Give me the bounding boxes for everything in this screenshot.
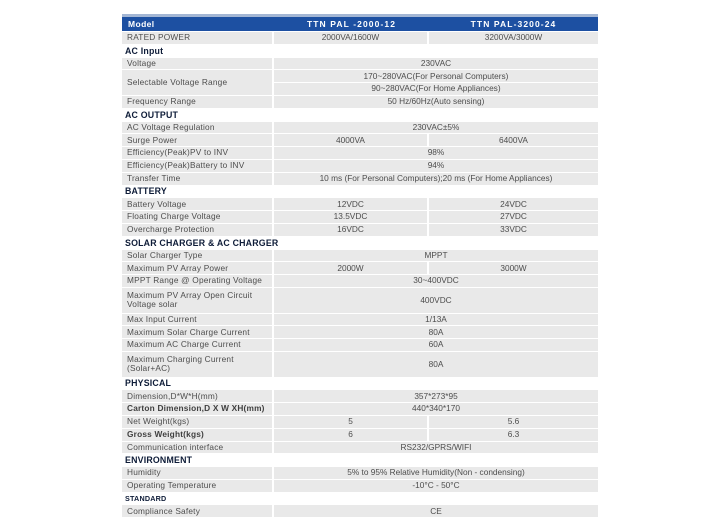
row-value: 80A	[274, 326, 598, 338]
row-label: Floating Charge Voltage	[122, 211, 272, 223]
table-row	[122, 390, 598, 402]
row-value-col1: 4000VA	[274, 134, 427, 146]
table-row	[122, 262, 598, 274]
section-header-row	[122, 237, 598, 249]
section-title: STANDARD	[125, 494, 167, 504]
table-row	[122, 122, 598, 134]
row-label: Maximum PV Array Power	[122, 262, 272, 274]
row-value: 94%	[274, 160, 598, 172]
table-body	[122, 32, 598, 517]
table-row	[122, 32, 598, 44]
row-value-col2: 6400VA	[429, 134, 598, 146]
section-header-row	[122, 378, 598, 390]
spec-table	[122, 14, 598, 518]
row-label: Efficiency(Peak)Battery to INV	[122, 160, 272, 172]
row-value-col1: 16VDC	[274, 224, 427, 236]
row-value: 5% to 95% Relative Humidity(Non - condensing)	[274, 467, 598, 479]
table-row	[122, 198, 598, 210]
row-label: Max Input Current	[122, 314, 272, 326]
row-label: Overcharge Protection	[122, 224, 272, 236]
header-model-column-1: TTN PAL -2000-12	[306, 19, 397, 29]
row-label: Solar Charger Type	[122, 250, 272, 262]
row-label: Carton Dimension,D X W XH(mm)	[122, 403, 272, 415]
row-value: MPPT	[274, 250, 598, 262]
header-model-label: Model	[128, 19, 155, 29]
row-value: 10 ms (For Personal Computers);20 ms (For Home Appliances)	[274, 173, 598, 185]
row-value: 50 Hz/60Hz(Auto sensing)	[274, 96, 598, 108]
row-value: 440*340*170	[274, 403, 598, 415]
section-header-row	[122, 109, 598, 121]
row-value-col1: 5	[274, 416, 427, 428]
row-value: 357*273*95	[274, 390, 598, 402]
section-header-row	[122, 454, 598, 466]
table-row	[122, 147, 598, 159]
row-label: Transfer Time	[122, 173, 272, 185]
row-value-col2: 3000W	[429, 262, 598, 274]
row-label: Voltage	[122, 58, 272, 70]
table-row	[122, 275, 598, 287]
row-label: Maximum Charging Current (Solar+AC)	[122, 352, 272, 377]
table-row	[122, 250, 598, 262]
table-row	[122, 429, 598, 441]
table-row	[122, 339, 598, 351]
row-label: Maximum AC Charge Current	[122, 339, 272, 351]
row-label: Selectable Voltage Range	[122, 70, 272, 95]
row-value-col2: 24VDC	[429, 198, 598, 210]
table-row	[122, 505, 598, 517]
section-title: AC OUTPUT	[125, 109, 179, 120]
section-header-row	[122, 493, 598, 505]
table-row	[122, 70, 598, 95]
row-value-stack	[274, 70, 598, 95]
row-label: Communication interface	[122, 442, 272, 454]
row-label: Maximum PV Array Open Circuit Voltage solar	[122, 288, 272, 313]
row-label: MPPT Range @ Operating Voltage	[122, 275, 272, 287]
header-model-column-2: TTN PAL-3200-24	[470, 19, 557, 29]
table-row	[122, 173, 598, 185]
section-title: SOLAR CHARGER & AC CHARGER	[125, 237, 279, 248]
row-value: RS232/GPRS/WIFI	[274, 442, 598, 454]
row-label: Battery Voltage	[122, 198, 272, 210]
row-label: Gross Weight(kgs)	[122, 429, 272, 441]
table-row	[122, 467, 598, 479]
row-value-col1: 2000W	[274, 262, 427, 274]
row-label: AC Voltage Regulation	[122, 122, 272, 134]
table-row	[122, 96, 598, 108]
table-row	[122, 416, 598, 428]
row-value-col2: 3200VA/3000W	[429, 32, 598, 44]
row-value-col1: 6	[274, 429, 427, 441]
row-value-col2: 33VDC	[429, 224, 598, 236]
row-label: Maximum Solar Charge Current	[122, 326, 272, 338]
row-label: Dimension,D*W*H(mm)	[122, 390, 272, 402]
row-value: CE	[274, 505, 598, 517]
row-label: Operating Temperature	[122, 480, 272, 492]
table-row	[122, 211, 598, 223]
table-row	[122, 288, 598, 313]
row-value: 230VAC±5%	[274, 122, 598, 134]
section-title: ENVIRONMENT	[125, 455, 193, 466]
section-header-row	[122, 45, 598, 57]
row-value: 80A	[274, 352, 598, 377]
row-value: 230VAC	[274, 58, 598, 70]
row-label: Efficiency(Peak)PV to INV	[122, 147, 272, 159]
row-label: Surge Power	[122, 134, 272, 146]
row-label: Compliance Safety	[122, 505, 272, 517]
row-label: Humidity	[122, 467, 272, 479]
row-value: 1/13A	[274, 314, 598, 326]
table-row	[122, 134, 598, 146]
table-row	[122, 58, 598, 70]
row-value-col2: 5.6	[429, 416, 598, 428]
table-row	[122, 403, 598, 415]
table-row	[122, 480, 598, 492]
row-value-col1: 13.5VDC	[274, 211, 427, 223]
table-row	[122, 442, 598, 454]
row-value: 60A	[274, 339, 598, 351]
row-value: 30~400VDC	[274, 275, 598, 287]
section-title: PHYSICAL	[125, 378, 172, 389]
row-label: RATED POWER	[122, 32, 272, 44]
table-header-row	[122, 14, 598, 31]
row-value-col1: 12VDC	[274, 198, 427, 210]
row-label: Frequency Range	[122, 96, 272, 108]
row-label: Net Weight(kgs)	[122, 416, 272, 428]
row-value: 400VDC	[274, 288, 598, 313]
row-value: 90~280VAC(For Home Appliances)	[274, 83, 598, 95]
row-value: 170~280VAC(For Personal Computers)	[274, 70, 598, 82]
table-row	[122, 314, 598, 326]
section-title: AC Input	[125, 45, 164, 56]
row-value-col2: 27VDC	[429, 211, 598, 223]
row-value-col2: 6.3	[429, 429, 598, 441]
row-value: -10°C - 50°C	[274, 480, 598, 492]
section-header-row	[122, 186, 598, 198]
section-title: BATTERY	[125, 186, 167, 197]
row-value: 98%	[274, 147, 598, 159]
table-row	[122, 326, 598, 338]
table-row	[122, 160, 598, 172]
table-row	[122, 352, 598, 377]
row-value-col1: 2000VA/1600W	[274, 32, 427, 44]
table-row	[122, 224, 598, 236]
